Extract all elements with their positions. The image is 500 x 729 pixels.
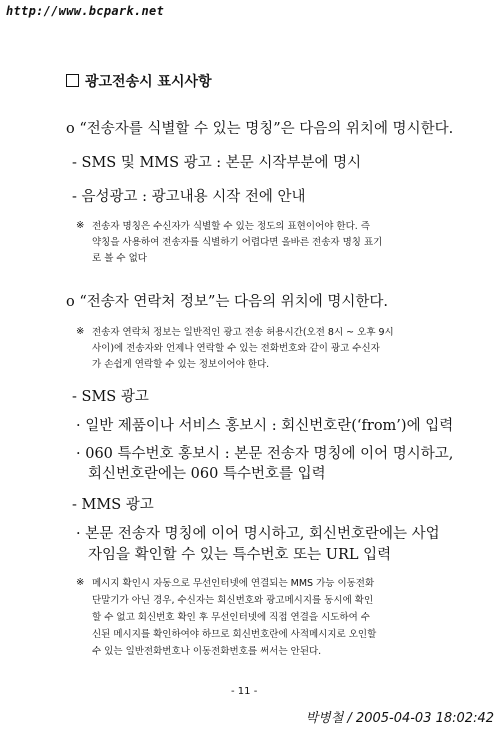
sender-name-heading: o “전송자를 식별할 수 있는 명칭”은 다음의 위치에 명시한다. [66, 121, 454, 137]
note-3-line: 할 수 없고 회신번호 확인 후 무선인터넷에 직접 연결을 시도하여 수 [92, 612, 370, 623]
sms-item: · 060 특수번호 홍보시 : 본문 전송자 명칭에 이어 명시하고, [76, 446, 454, 462]
note-2-line: 전송자 연락처 정보는 일반적인 광고 전송 허용시간(오전 8시 ~ 오후 9시 [92, 327, 394, 338]
section-title [66, 71, 212, 91]
site-url: http://www.bcpark.net [6, 4, 165, 18]
note-3-line: 단말기가 아닌 경우, 수신자는 회신번호와 광고메시지를 동시에 확인 [92, 595, 374, 606]
note-3-line: 수 있는 일반전화번호나 이동전화번호를 써서는 안된다. [92, 646, 322, 657]
voice-ad-rule: - 음성광고 : 광고내용 시작 전에 안내 [72, 189, 306, 205]
mms-item-continued: 자임을 확인할 수 있는 특수번호 또는 URL 입력 [88, 547, 392, 563]
sms-item-continued: 회신번호란에는 060 특수번호를 입력 [88, 466, 326, 482]
sms-item: · 일반 제품이나 서비스 홍보시 : 회신번호란(‘from’)에 입력 [76, 418, 454, 434]
sms-mms-rule: - SMS 및 MMS 광고 : 본문 시작부분에 명시 [72, 155, 362, 171]
note-2-line: 가 손쉽게 연락할 수 있는 정보이어야 한다. [92, 359, 270, 370]
note-mark: ※ [76, 577, 85, 588]
note-2-line: 사이)에 전송자와 언제나 연락할 수 있는 전화번호와 같이 광고 수신자 [92, 343, 380, 354]
note-1-line: 전송자 명칭은 수신자가 식별할 수 있는 정도의 표현이어야 한다. 즉 [92, 221, 370, 232]
note-mark: ※ [76, 220, 85, 231]
section-title-text: 광고전송시 표시사항 [85, 74, 212, 90]
mms-ad-heading: - MMS 광고 [72, 497, 154, 513]
note-3-line: 신된 메시지를 확인하여야 하므로 회신번호란에 사적메시지로 오인할 [92, 629, 377, 640]
checkbox-square-icon [66, 74, 79, 87]
mms-item: · 본문 전송자 명칭에 이어 명시하고, 회신번호란에는 사업 [76, 526, 440, 542]
note-3-line: 메시지 확인시 자동으로 무선인터넷에 연결되는 MMS 가능 이동전화 [92, 578, 375, 589]
note-1-line: 로 볼 수 없다 [92, 253, 147, 264]
note-mark: ※ [76, 326, 85, 337]
sms-ad-heading: - SMS 광고 [72, 389, 149, 405]
note-1-line: 약칭을 사용하여 전송자를 식별하기 어렵다면 올바른 전송자 명칭 표기 [92, 237, 383, 248]
contact-heading: o “전송자 연락처 정보”는 다음의 위치에 명시한다. [66, 294, 388, 310]
page-number: - 11 - [231, 686, 258, 697]
footer-stamp: 박병철 / 2005-04-03 18:02:42 [305, 711, 494, 726]
